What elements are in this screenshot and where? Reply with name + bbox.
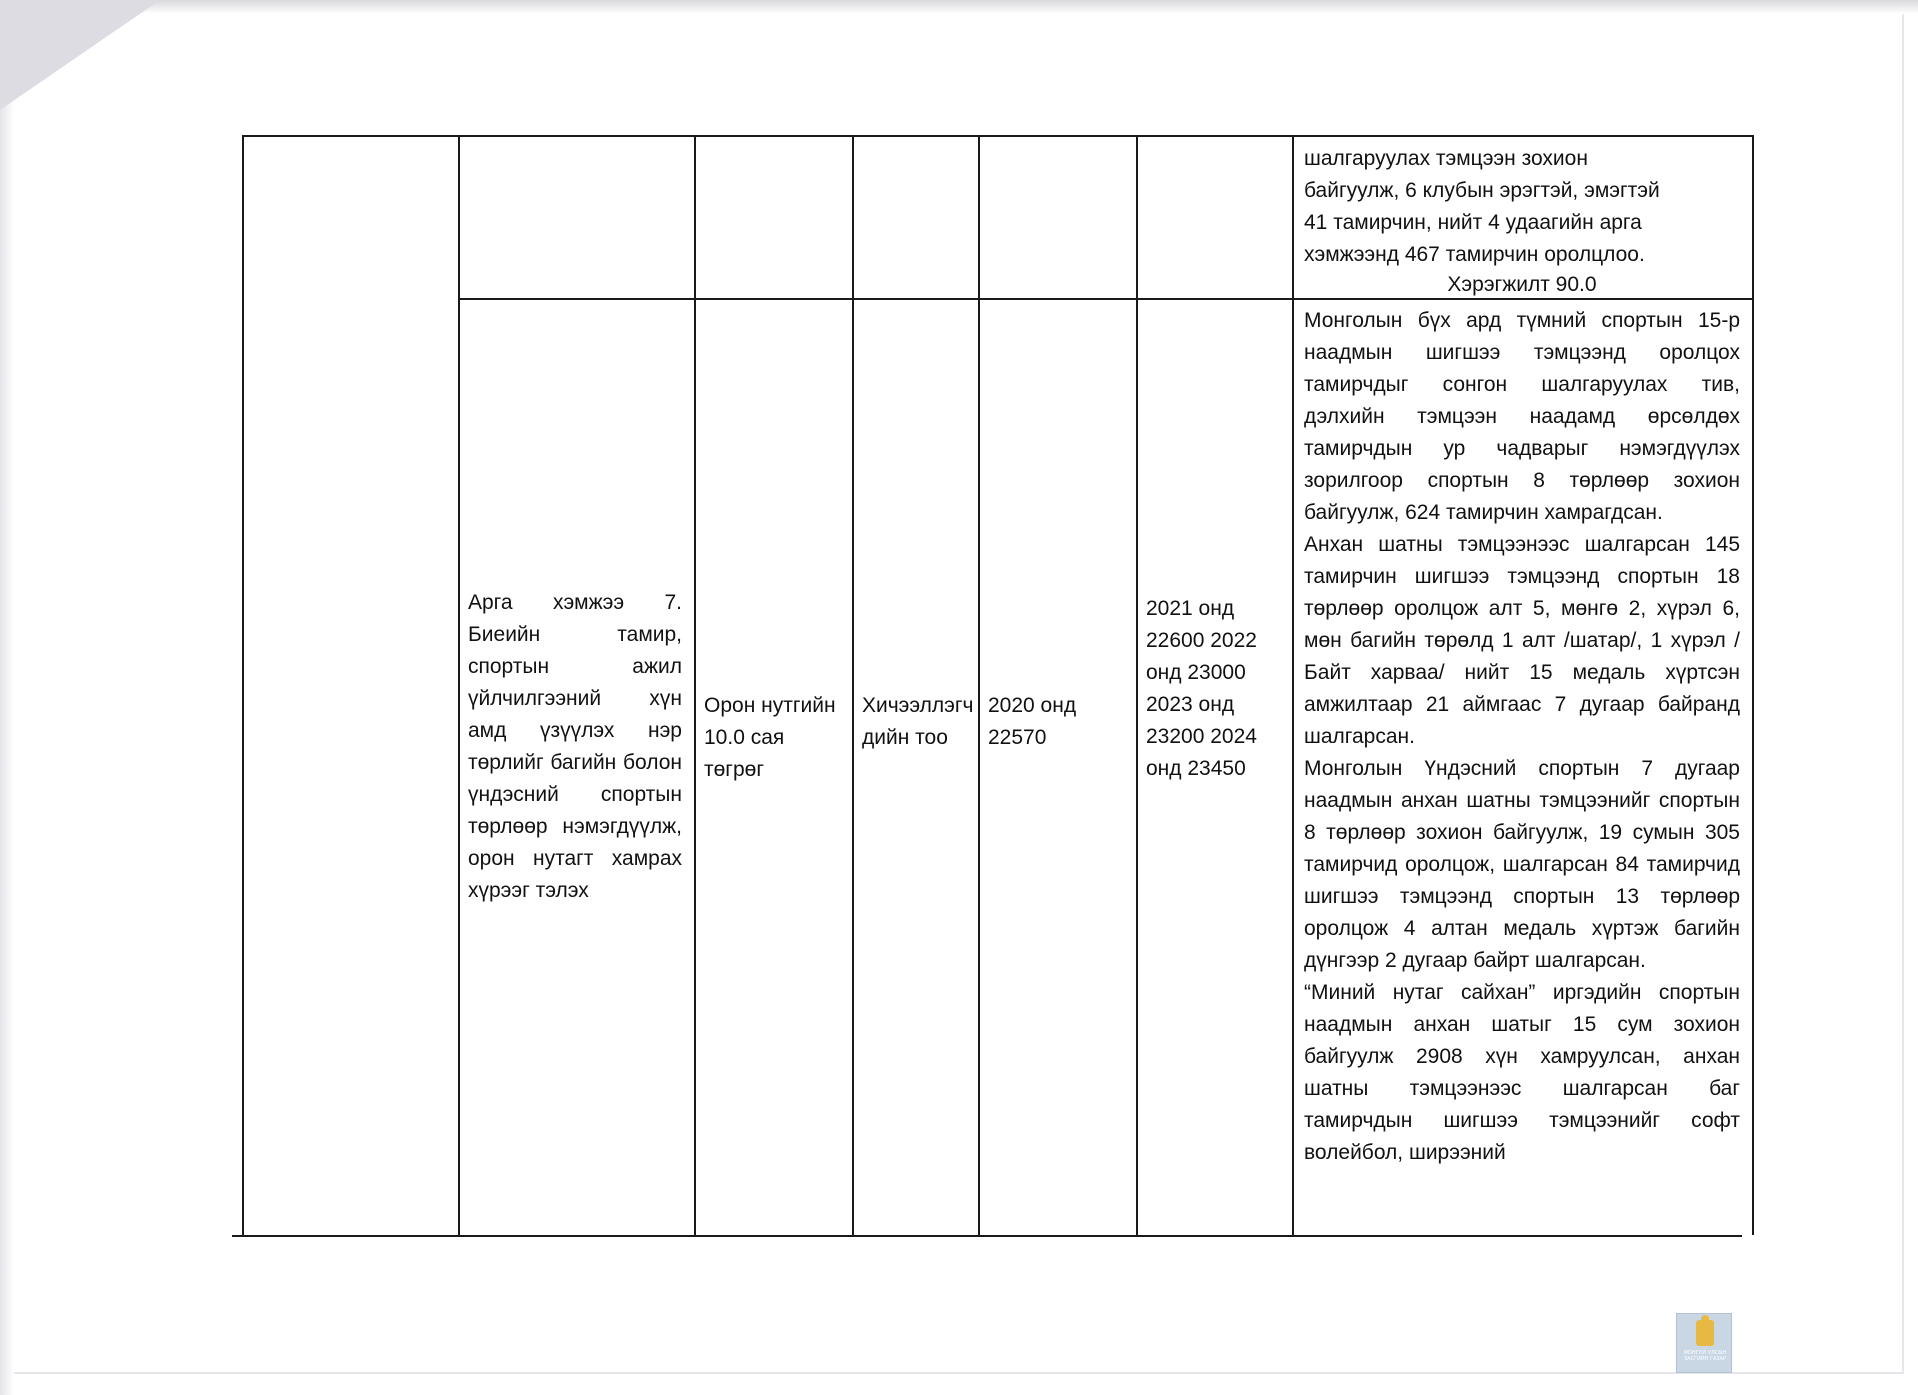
scan-bottom-edge	[14, 1372, 1904, 1374]
measure-description: Арга хэмжээ 7. Биеийн тамир, спортын ажил үйлчилгээний хүн амд үзүүлэх нэр төрлийг багийн болон үндэсний спортын төрлөөр нэмэгдүүлж, орон нутагт хамрах хүрээг тэлэх	[468, 591, 682, 902]
table-outer-right-border	[1752, 135, 1754, 1235]
continuation-line: байгуулж, 6 клубын эрэгтэй, эмэгтэй	[1304, 179, 1660, 202]
indicator-name: Хичээллэгч дийн тоо	[862, 694, 974, 749]
table-top-border	[242, 135, 1752, 137]
measure-result-cell	[1304, 305, 1740, 1169]
col-divider-6	[1292, 135, 1294, 1237]
fulfillment-text: Хэрэгжилт 90.0	[1447, 273, 1597, 296]
funding-source: Орон нутгийн 10.0 сая төгрөг	[704, 694, 836, 781]
baseline-value: 2020 онд 22570	[988, 694, 1077, 749]
results-table	[232, 135, 1754, 1237]
col-divider-2	[694, 135, 696, 1237]
result-paragraph: “Миний нутаг сайхан” иргэдийн спортын наадмын анхан шатыг 15 сум зохион байгуулж 2908 хүн хамруулсан, анхан шатны тэмцээнээс шалгарсан баг тамирчдын шигшээ тэмцээнийг софт волейбол, ширээний	[1304, 981, 1740, 1164]
col-divider-5	[1136, 135, 1138, 1237]
col-divider-3	[852, 135, 854, 1237]
scan-right-edge	[1902, 14, 1904, 1374]
continuation-result-cell	[1304, 143, 1740, 271]
col-divider-1	[458, 135, 460, 1237]
continuation-line: хэмжээнд 467 тамирчин оролцлоо.	[1304, 243, 1645, 266]
result-paragraph: Монголын Үндэсний спортын 7 дугаар наадмын анхан шатны тэмцээнийг спортын 8 төрлөөр зохион байгуулж, 19 сумын 305 тамирчид оролцож, шалгарсан 84 тамирчид шигшээ тэмцээнд спортын 13 төрлөөр оролцож 4 алтан медаль хүртэж багийн дүнгээр 2 дугаар байрт шалгарсан.	[1304, 757, 1740, 972]
table-outer-left-border	[242, 135, 244, 1235]
scan-left-edge	[0, 0, 14, 1395]
scan-corner-fold	[0, 0, 160, 110]
continuation-line: 41 тамирчин, нийт 4 удаагийн арга	[1304, 211, 1642, 234]
scan-top-edge	[0, 0, 1918, 14]
stamp-text: МОНГОЛ УЛСЫН ЗАСГИЙН ГАЗАР	[1683, 1350, 1727, 1362]
soyombo-emblem-icon	[1696, 1320, 1714, 1346]
target-values: 2021 онд 22600 2022 онд 23000 2023 онд 23200 2024 онд 23450	[1146, 597, 1257, 780]
result-paragraph: Монголын бүх ард түмний спортын 15-р наадмын шигшээ тэмцээнд оролцох тамирчдыг сонгон шалгаруулах тив, дэлхийн тэмцээн наадамд өрсөлдөх тамирчдын ур чадварыг нэмэгдүүлэх зорилгоор спортын 8 төрлөөр зохион байгуулж, 624 тамирчин хамрагдсан.	[1304, 309, 1740, 524]
result-paragraph: Анхан шатны тэмцээнээс шалгарсан 145 тамирчин шигшээ тэмцээнд спортын 18 төрлөөр оролцож алт 5, мөнгө 2, хүрэл 6, мөн багийн төрөлд 1 алт /шатар/, 1 хүрэл /Байт харваа/ нийт 15 медаль хүртсэн амжилтаар 21 аймгаас 7 дугаар байранд шалгарсан.	[1304, 533, 1740, 748]
continuation-line: шалгаруулах тэмцээн зохион	[1304, 147, 1588, 170]
government-stamp	[1676, 1313, 1732, 1373]
col-divider-4	[978, 135, 980, 1237]
